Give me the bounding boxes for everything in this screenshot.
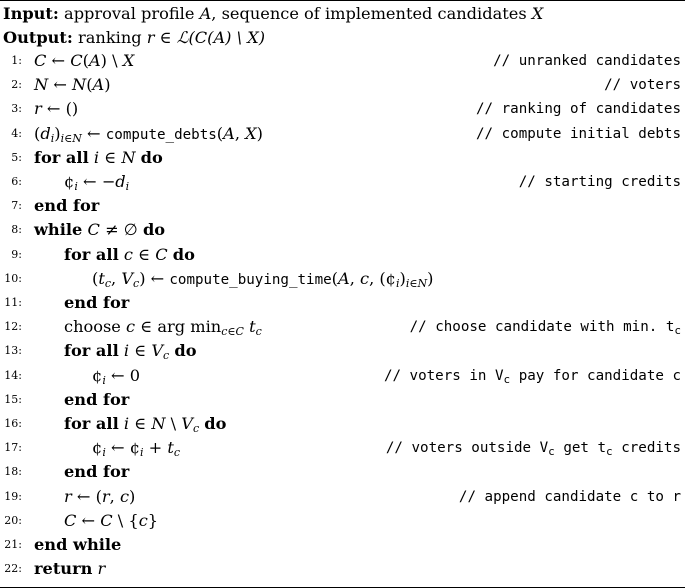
line-comment: // compute initial debts [476,125,681,142]
input-text: approval profile [64,4,195,23]
output-label: Output: [3,28,73,47]
algorithm-line [0,122,685,146]
line-comment: // choose candidate with min. $t_c$ [409,319,681,338]
line-code: r ← (r, c) [64,486,136,506]
line-code: end for [64,293,130,312]
algorithm-line [0,146,685,170]
algorithm-line [0,73,685,97]
line-code: $¢_i$ ← $-d_i$ [64,172,130,193]
line-number: 15: [4,392,22,406]
algorithm-line [0,218,685,242]
line-number: 12: [4,320,22,334]
line-number: 2: [11,78,22,92]
output-math: r ∈ ℒ(C(A) \ X) [146,28,266,47]
algorithm-line [0,315,685,339]
line-code: $¢_i$ ← 0 [92,365,140,387]
line-number: 8: [11,223,22,237]
line-number: 18: [4,465,22,479]
line-code: for all i ∈ N \ $V_c$ do [64,414,227,435]
line-comment: // ranking of candidates [476,101,681,118]
algorithm-line [0,485,685,509]
line-comment: // unranked candidates [493,53,681,69]
line-code: C ← C(A) \ X [34,51,135,70]
line-number: 9: [11,247,22,261]
input-sequence-symbol: X [531,4,544,23]
line-comment: // voters [604,77,681,94]
line-number: 13: [4,344,22,358]
line-code: return r [34,559,106,579]
algorithm-line [0,460,685,484]
line-code: $(d_i)_{i\in N}$ ← compute_debts(A, X) [34,123,263,145]
line-number: 21: [4,538,22,551]
algorithm-line [0,533,685,557]
line-code: $¢_i$ ← $¢_i + t_c$ [92,438,181,460]
line-comment: // starting credits [518,174,681,190]
line-number: 10: [4,271,22,285]
algorithm-line [0,557,685,581]
line-code: ($t_c$, $V_c$) ← compute_buying_time(A, c, $(¢_i)_{i\in N}$) [92,268,434,290]
line-number: 14: [4,368,22,382]
input-profile-symbol: A [199,4,212,23]
algorithm-line [0,412,685,436]
algorithm-line [0,170,685,194]
algorithm-line [0,291,685,315]
line-number: 1: [11,54,22,67]
line-code: r ← () [34,99,79,119]
input-label: Input: [3,4,59,23]
line-code: end for [34,196,100,216]
algorithm-line [0,49,685,73]
output-text: ranking [78,28,142,47]
line-code: N ← N(A) [34,75,111,95]
line-code: end for [64,389,130,409]
line-number: 7: [11,199,22,213]
algorithm-line [0,388,685,412]
line-code: for all i ∈ $V_c$ do [64,341,197,363]
line-number: 19: [4,489,22,503]
input-line [3,4,543,24]
line-code: end for [64,462,130,482]
algorithm-line [0,436,685,460]
line-number: 17: [4,441,22,455]
line-number: 4: [11,126,22,140]
line-number: 5: [11,150,22,164]
algorithm-line [0,509,685,533]
line-code: end while [34,535,122,554]
line-number: 6: [11,175,22,188]
line-code: choose c ∈ arg $\min_{c\in C} t_c$ [64,317,262,339]
line-number: 3: [11,102,22,116]
line-code: C ← C \ {c} [64,510,159,530]
line-comment: // voters outside $V_c$ get $t_c$ credits [385,440,681,459]
algorithm-line [0,267,685,291]
algorithm-line [0,339,685,363]
line-comment: // voters in $V_c$ pay for candidate c [383,367,681,386]
output-line [3,28,265,48]
input-text-mid: , sequence of implemented candidates [211,4,527,23]
line-number: 11: [4,296,22,309]
algorithm-line [0,97,685,121]
algorithm-line [0,364,685,388]
line-number: 20: [4,513,22,527]
line-code: for all c ∈ C do [64,244,195,264]
algorithm-line [0,194,685,218]
line-number: 16: [4,417,22,430]
line-comment: // append candidate c to r [458,488,681,505]
algorithm-line [0,243,685,267]
line-code: for all i ∈ N do [34,147,163,167]
line-number: 22: [4,562,22,576]
line-code: while C ≠ ∅ do [34,220,166,240]
